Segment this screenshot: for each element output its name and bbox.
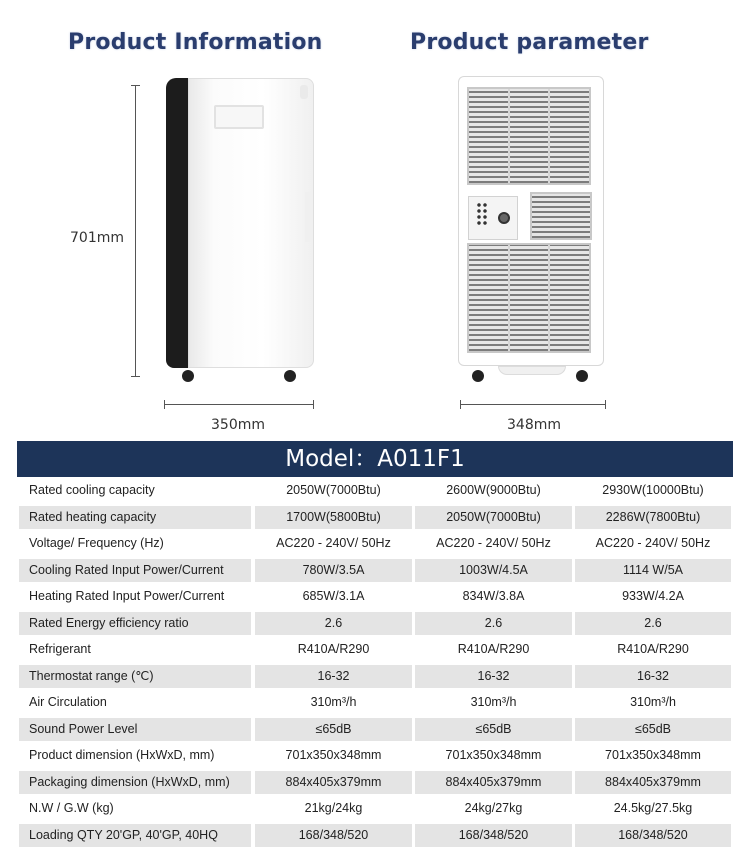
grill-divider xyxy=(548,245,550,351)
spec-row xyxy=(17,557,733,584)
spec-row xyxy=(17,742,733,769)
grill-divider xyxy=(508,245,510,351)
spec-value-col2: 16-32 xyxy=(415,665,572,688)
spec-label: Rated Energy efficiency ratio xyxy=(19,612,251,635)
back-width-label: 348mm xyxy=(507,417,561,433)
spec-value-col1: R410A/R290 xyxy=(297,642,370,656)
back-width-cap-right xyxy=(605,400,606,409)
spec-label: Cooling Rated Input Power/Current xyxy=(19,559,251,582)
drain-port-icon xyxy=(498,212,510,224)
product-parameter-heading: Product parameter xyxy=(410,30,649,55)
spec-value-col3: ≤65dB xyxy=(575,718,731,741)
spec-value-col3: 24.5kg/27.5kg xyxy=(613,801,693,815)
spec-row xyxy=(17,663,733,690)
height-dimension-line xyxy=(135,85,136,376)
spec-value-col3: R410A/R290 xyxy=(617,642,689,656)
spec-value-col2: 701x350x348mm xyxy=(445,748,542,762)
spec-value-col1: 310m³/h xyxy=(310,695,357,709)
lower-air-grill xyxy=(467,243,591,353)
spec-label: Product dimension (HxWxD, mm) xyxy=(29,748,215,762)
spec-row xyxy=(17,716,733,743)
spec-row xyxy=(17,504,733,531)
back-foot-base xyxy=(498,366,566,375)
spec-label: Packaging dimension (HxWxD, mm) xyxy=(19,771,251,794)
spec-value-col3: 884x405x379mm xyxy=(575,771,731,794)
height-dimension-cap-bottom xyxy=(131,376,140,377)
spec-value-col1: 16-32 xyxy=(255,665,412,688)
spec-label: Air Circulation xyxy=(29,695,107,709)
spec-value-col2: 168/348/520 xyxy=(415,824,572,847)
spec-label: Thermostat range (℃) xyxy=(19,665,251,688)
caster-wheel-icon xyxy=(472,370,484,382)
spec-row xyxy=(17,477,733,504)
spec-value-col2: ≤65dB xyxy=(415,718,572,741)
spec-value-col1: 21kg/24kg xyxy=(304,801,363,815)
spec-value-col1: 2.6 xyxy=(255,612,412,635)
spec-value-col1: 884x405x379mm xyxy=(255,771,412,794)
product-back-view-image xyxy=(458,76,604,374)
spec-value-col3: 933W/4.2A xyxy=(622,589,684,603)
spec-value-col1: ≤65dB xyxy=(255,718,412,741)
spec-value-col2: 310m³/h xyxy=(470,695,517,709)
spec-label: Rated heating capacity xyxy=(19,506,251,529)
spec-value-col1: 701x350x348mm xyxy=(285,748,382,762)
model-header-bar: Model：A011F1 xyxy=(17,441,733,477)
spec-value-col3: 1114 W/5A xyxy=(575,559,731,582)
spec-value-col1: 168/348/520 xyxy=(255,824,412,847)
spec-value-col3: 701x350x348mm xyxy=(605,748,701,762)
spec-value-col3: 2.6 xyxy=(575,612,731,635)
grill-divider xyxy=(508,89,510,183)
spec-value-col1: 685W/3.1A xyxy=(302,589,365,603)
spec-value-col2: 2600W(9000Btu) xyxy=(446,483,541,497)
side-width-label: 350mm xyxy=(211,417,265,433)
spec-label: Voltage/ Frequency (Hz) xyxy=(29,536,164,550)
spec-value-col3: 310m³/h xyxy=(630,695,676,709)
spec-row xyxy=(17,795,733,822)
spec-label: Refrigerant xyxy=(29,642,91,656)
spec-row xyxy=(17,530,733,557)
spec-row xyxy=(17,610,733,637)
spec-value-col2: 884x405x379mm xyxy=(415,771,572,794)
spec-label: Heating Rated Input Power/Current xyxy=(29,589,225,603)
product-information-heading: Product Information xyxy=(68,30,323,55)
upper-air-grill xyxy=(467,87,591,185)
spec-value-col2: 1003W/4.5A xyxy=(415,559,572,582)
spec-table xyxy=(17,477,733,848)
spec-row xyxy=(17,822,733,849)
spec-value-col1: 1700W(5800Btu) xyxy=(255,506,412,529)
side-width-cap-right xyxy=(313,400,314,409)
caster-wheel-icon xyxy=(182,370,194,382)
spec-value-col3: AC220 - 240V/ 50Hz xyxy=(595,536,711,550)
product-side-view-image xyxy=(166,78,314,373)
spec-value-col2: 24kg/27kg xyxy=(464,801,523,815)
spec-row xyxy=(17,689,733,716)
spec-value-col3: 168/348/520 xyxy=(575,824,731,847)
middle-air-grill xyxy=(530,192,592,240)
spec-label: Sound Power Level xyxy=(19,718,251,741)
spec-value-col1: 780W/3.5A xyxy=(255,559,412,582)
spec-value-col2: 2.6 xyxy=(415,612,572,635)
spec-value-col3: 16-32 xyxy=(575,665,731,688)
grill-divider xyxy=(548,89,550,183)
caster-wheel-icon xyxy=(576,370,588,382)
spec-row xyxy=(17,636,733,663)
spec-label: Rated cooling capacity xyxy=(29,483,155,497)
spec-row xyxy=(17,583,733,610)
caster-wheel-icon xyxy=(284,370,296,382)
spec-row xyxy=(17,769,733,796)
side-top-knob xyxy=(300,85,308,99)
spec-value-col2: 834W/3.8A xyxy=(462,589,525,603)
spec-value-col1: 2050W(7000Btu) xyxy=(286,483,381,497)
spec-label: Loading QTY 20'GP, 40'GP, 40HQ xyxy=(19,824,251,847)
back-width-dimension-line xyxy=(460,404,606,405)
vent-dots-icon xyxy=(476,202,488,226)
height-dimension-label: 701mm xyxy=(70,230,124,246)
side-width-dimension-line xyxy=(164,404,314,405)
spec-value-col3: 2286W(7800Btu) xyxy=(575,506,731,529)
spec-label: N.W / G.W (kg) xyxy=(29,801,114,815)
spec-value-col2: 2050W(7000Btu) xyxy=(415,506,572,529)
spec-value-col1: AC220 - 240V/ 50Hz xyxy=(276,536,391,550)
spec-value-col2: R410A/R290 xyxy=(457,642,530,656)
side-handle-recess xyxy=(214,105,264,129)
side-edge-panel xyxy=(305,192,312,242)
spec-value-col3: 2930W(10000Btu) xyxy=(602,483,704,497)
spec-value-col2: AC220 - 240V/ 50Hz xyxy=(436,536,551,550)
